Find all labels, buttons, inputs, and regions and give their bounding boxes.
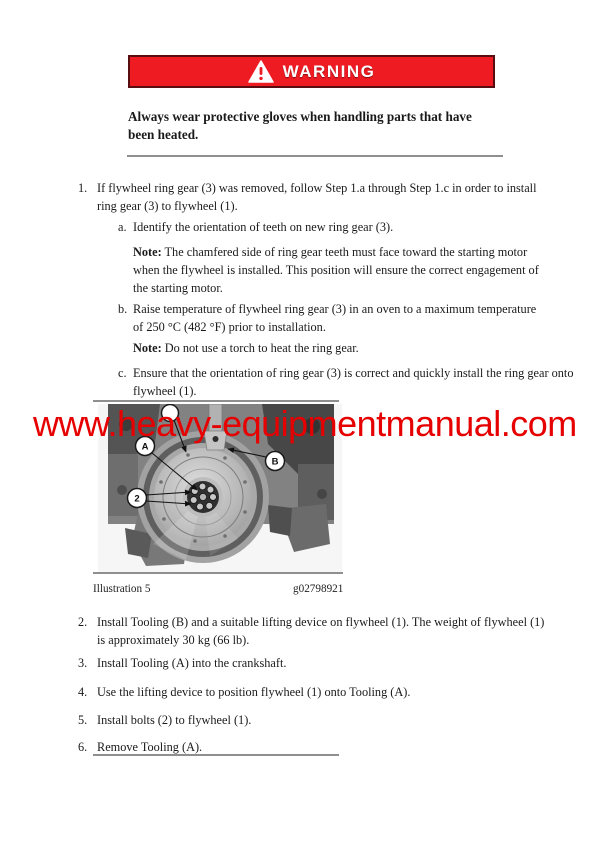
substep-1b — [118, 300, 538, 336]
warning-banner — [128, 55, 495, 88]
divider-illustration-top — [93, 400, 339, 402]
step-number: 3. — [78, 656, 88, 670]
divider-illustration-bottom — [93, 572, 343, 574]
step-text: Install Tooling (A) into the crankshaft. — [97, 656, 287, 670]
substep-1c — [118, 364, 578, 400]
step-text: Use the lifting device to position flywheel (1) onto Tooling (A). — [97, 685, 411, 699]
substep-text: Identify the orientation of teeth on new ring gear (3). — [133, 220, 394, 234]
substep-letter: a. — [118, 220, 127, 234]
step-text: If flywheel ring gear (3) was removed, follow Step 1.a through Step 1.c in order to install ring gear (3) to flywheel (1). — [97, 181, 537, 213]
flywheel — [137, 431, 269, 563]
step-number: 1. — [78, 181, 88, 195]
note-1a — [133, 243, 541, 297]
step-5 — [78, 711, 547, 729]
note-1b — [133, 339, 541, 357]
caption-title: Illustration 5 — [93, 583, 151, 595]
substep-letter: b. — [118, 302, 128, 316]
step-3 — [78, 654, 547, 672]
callout-b — [266, 452, 285, 471]
divider-top — [127, 155, 503, 157]
note-text: The chamfered side of ring gear teeth must face toward the starting motor when the flywheel is installed. This position will ensure the correct engagement of the starting motor. — [133, 245, 539, 295]
watermark-text: www.heavy-equipmentmanual.com — [33, 403, 577, 444]
callout-2 — [128, 489, 147, 508]
substep-1a — [118, 218, 563, 236]
substep-text: Raise temperature of flywheel ring gear (3) in an oven to a maximum temperature of 250 °C (482 °F) prior to installation. — [133, 302, 537, 334]
step-number: 5. — [78, 713, 88, 727]
illustration-caption — [93, 583, 413, 595]
svg-text:2: 2 — [134, 493, 140, 505]
step-text: Remove Tooling (A). — [97, 740, 203, 754]
substep-letter: c. — [118, 366, 127, 380]
note-text: Do not use a torch to heat the ring gear. — [164, 341, 359, 355]
caption-reference: g02798921 — [293, 583, 344, 595]
step-text: Install Tooling (B) and a suitable lifting device on flywheel (1). The weight of flywheel (1) is approximately 30 kg (66 lb). — [97, 615, 545, 647]
divider-bottom — [93, 754, 339, 756]
svg-text:B: B — [271, 456, 279, 468]
step-number: 6. — [78, 740, 88, 754]
warning-text: Always wear protective gloves when handling parts that have been heated. — [128, 109, 472, 142]
warning-triangle-icon — [248, 60, 274, 83]
note-label: Note: — [133, 341, 162, 355]
step-2 — [78, 613, 547, 649]
svg-text:A: A — [141, 441, 149, 453]
warning-label: WARNING — [282, 61, 376, 81]
step-text: Install bolts (2) to flywheel (1). — [97, 713, 252, 727]
note-label: Note: — [133, 245, 162, 259]
substep-text: Ensure that the orientation of ring gear (3) is correct and quickly install the ring gear onto flywheel (1). — [133, 366, 574, 398]
step-4 — [78, 683, 547, 701]
step-number: 2. — [78, 615, 88, 629]
step-number: 4. — [78, 685, 88, 699]
step-1 — [78, 179, 547, 215]
